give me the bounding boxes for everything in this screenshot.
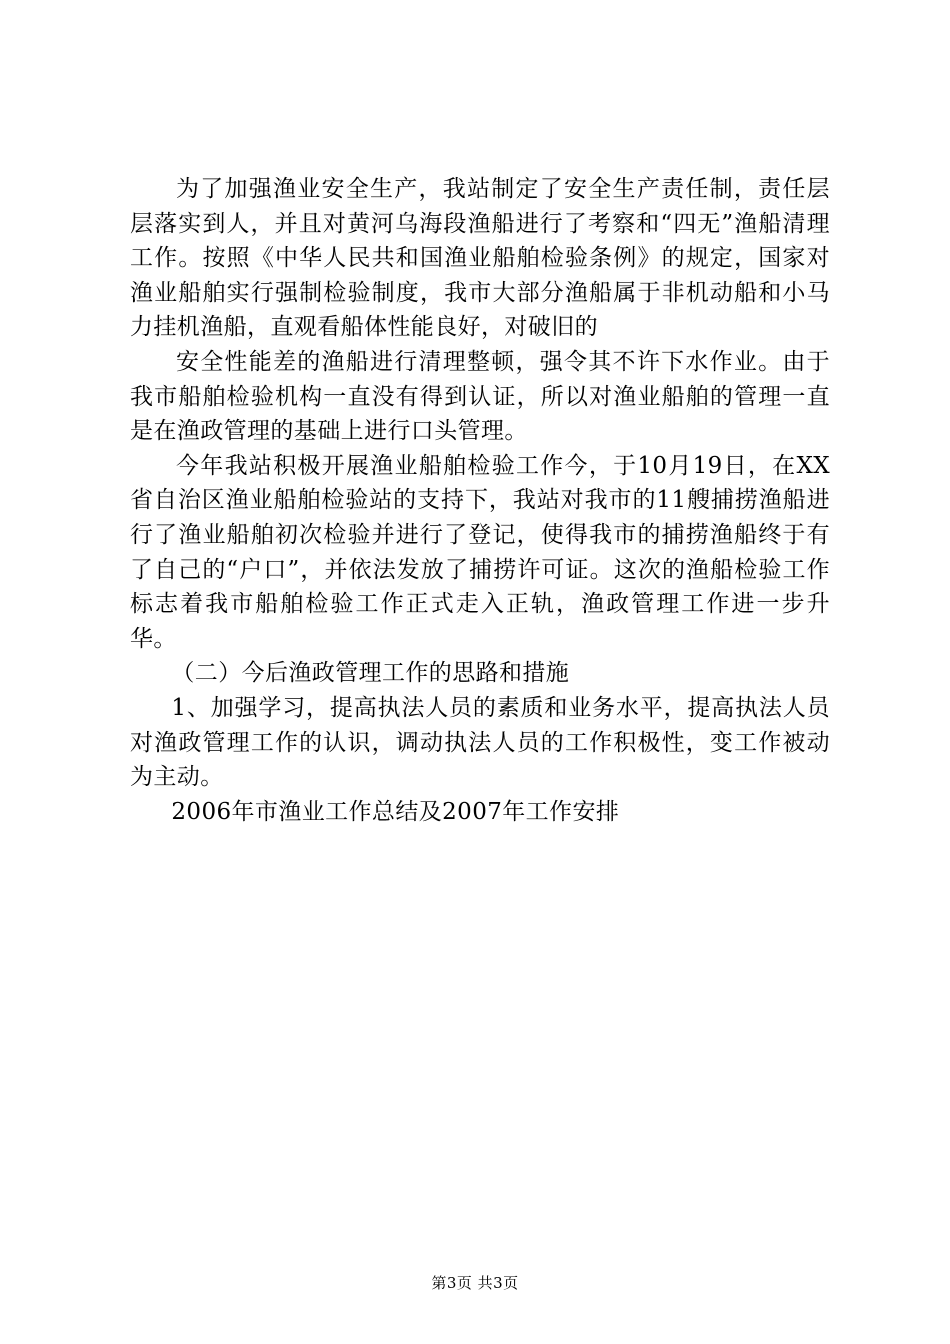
document-title-line: 2006年市渔业工作总结及2007年工作安排: [171, 798, 620, 825]
section-heading-future-measures: （二）今后渔政管理工作的思路和措施: [171, 660, 570, 687]
document-body: [130, 172, 830, 829]
paragraph-vessel-management: 安全性能差的渔船进行清理整顿，强令其不许下水作业。由于我市船舶检验机构一直没有得到认证，所以对渔业船舶的管理一直是在渔政管理的基础上进行口头管理。: [130, 348, 830, 445]
page-footer: 第3页 共3页: [431, 1274, 519, 1292]
paragraph-strengthen-learning: 1、加强学习，提高执法人员的素质和业务水平，提高执法人员对渔政管理工作的认识，调动执法人员的工作积极性，变工作被动为主动。: [130, 694, 830, 791]
paragraph-vessel-inspection: 今年我站积极开展渔业船舶检验工作今，于10月19日，在XX省自治区渔业船舶检验站的支持下，我站对我市的11艘捕捞渔船进行了渔业船舶初次检验并进行了登记，使得我市的捕捞渔船终于有了自己的“户口”，并依法发放了捕捞许可证。这次的渔船检验工作标志着我市船舶检验工作正式走入正轨，渔政管理工作进一步升华。: [130, 452, 830, 652]
paragraph-safety-production: 为了加强渔业安全生产，我站制定了安全生产责任制，责任层层落实到人，并且对黄河乌海段渔船进行了考察和“四无”渔船清理工作。按照《中华人民共和国渔业船舶检验条例》的规定，国家对渔业船舶实行强制检验制度，我市大部分渔船属于非机动船和小马力挂机渔船，直观看船体性能良好，对破旧的: [130, 176, 830, 341]
